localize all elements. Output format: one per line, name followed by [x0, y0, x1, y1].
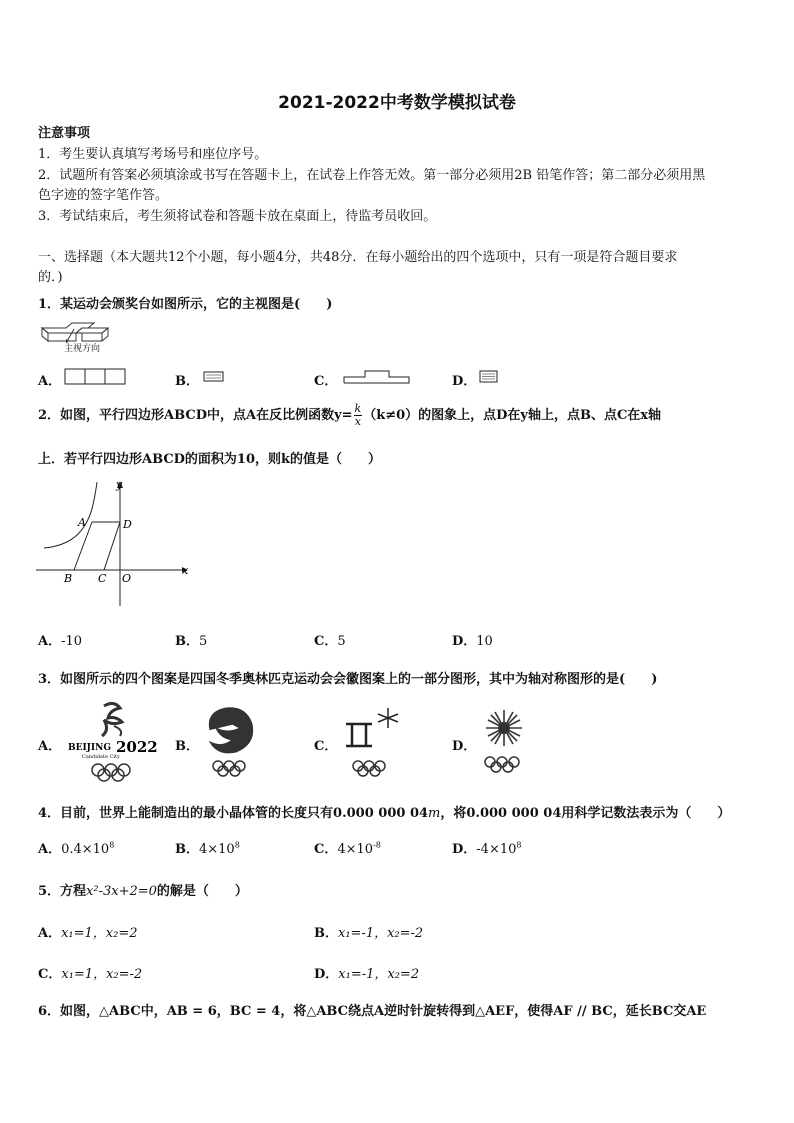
- q4-stem-part1: 4．目前，世界上能制造出的最小晶体管的长度只有0.000 000 04: [38, 806, 429, 821]
- q1-figure-caption: 主视方向: [64, 344, 101, 354]
- olympic-rings-icon: [485, 757, 519, 772]
- notice-heading: 注意事项: [38, 126, 91, 141]
- olympic-rings-icon: [92, 764, 130, 781]
- q4-option-d: D．$-4\times 10^8$: [452, 840, 522, 857]
- q1-option-d-figure: [479, 370, 499, 384]
- q1-option-c-figure: [343, 368, 411, 386]
- q2-label-a: A: [78, 516, 86, 529]
- q1-option-c-label: C．: [314, 374, 338, 389]
- q3-option-b-label: B．: [175, 739, 199, 754]
- q2-label-c: C: [98, 572, 107, 585]
- q3-option-a-label: A．: [38, 739, 62, 754]
- q1-option-b-label: B．: [175, 374, 199, 389]
- q5-option-c: C．x₁=1，x₂=-2: [38, 967, 143, 982]
- q5-option-d: D．x₁=-1，x₂=2: [314, 967, 420, 982]
- q5-equation: x²-3x+2=0: [86, 884, 157, 899]
- q2-stem-part2: （k≠0）的图象上，点D在y轴上，点B、点C在x轴: [363, 408, 662, 423]
- section1-line1: 一、选择题（本大题共12个小题，每小题4分，共48分．在每小题给出的四个选项中，只有一项是符合题目要求: [38, 250, 678, 265]
- q2-label-x: x: [182, 564, 189, 577]
- olympic-rings-icon: [353, 761, 385, 776]
- q5-stem: [38, 880, 248, 899]
- q2-option-a: A．-10: [38, 634, 83, 649]
- q5-option-b: B．x₁=-1，x₂=-2: [314, 926, 424, 941]
- q2-stem-line1: [38, 403, 661, 428]
- notice-item-2-cont: 色字迹的签字笔作答。: [38, 188, 169, 203]
- q1-stem: 1．某运动会颁奖台如图所示，它的主视图是( ): [38, 297, 333, 312]
- q3-stem: 3．如图所示的四个图案是四国冬季奥林匹克运动会会徽图案上的一部分图形，其中为轴对称图形的是( ): [38, 672, 658, 687]
- q2-option-b: B．5: [175, 634, 208, 649]
- notice-item-2: 2．试题所有答案必须填涂或书写在答题卡上，在试卷上作答无效。第一部分必须用2B 铅笔作答；第二部分必须用黑: [38, 168, 706, 183]
- section1-line2: 的．): [38, 270, 63, 285]
- q2-label-o: O: [122, 572, 132, 585]
- q1-option-d-label: D．: [452, 374, 477, 389]
- q4-option-b: B．$4\times 10^8$: [175, 840, 240, 857]
- q2-stem-line2: 上．若平行四边形ABCD的面积为10，则k的值是（ ）: [38, 452, 382, 467]
- q2-stem-part1: 2．如图，平行四边形ABCD中，点A在反比例函数y=: [38, 408, 353, 423]
- q5-stem-part2: 的解是（ ）: [156, 884, 248, 899]
- q2-frac-den: x: [354, 415, 361, 428]
- notice-item-1: 1．考生要认真填写考场号和座位序号。: [38, 147, 268, 162]
- q5-stem-part1: 5．方程: [38, 884, 87, 899]
- olympic-rings-icon: [213, 761, 245, 776]
- q4-unit: m: [428, 806, 441, 821]
- q2-parallelogram-figure: [36, 476, 196, 610]
- q3-option-d-label: D．: [452, 739, 477, 754]
- q2-fraction: [354, 403, 363, 428]
- page-title: 2021-2022中考数学模拟试卷: [278, 93, 516, 113]
- q1-option-a-figure: [64, 368, 128, 386]
- notice-item-3: 3．考试结束后，考生须将试卷和答题卡放在桌面上，待监考员收回。: [38, 209, 437, 224]
- q2-frac-num: k: [354, 402, 362, 415]
- q4-stem-part2: ，将0.000 000 04用科学记数法表示为（ ）: [440, 806, 731, 821]
- q3-option-a-emblem: [64, 696, 164, 786]
- q2-label-b: B: [64, 572, 73, 585]
- q5-option-a: A．x₁=1，x₂=2: [38, 926, 138, 941]
- q4-option-a: A．$0.4\times 10^8$: [38, 840, 115, 857]
- q3-beijing-text: BEIJING: [68, 743, 112, 753]
- q2-option-c: C．5: [314, 634, 346, 649]
- q1-option-a-label: A．: [38, 374, 62, 389]
- q3-option-c-label: C．: [314, 739, 338, 754]
- q3-option-c-emblem: [340, 706, 410, 784]
- q6-stem: 6．如图，△ABC中，AB = 6，BC = 4，将△ABC绕点A逆时针旋转得到△AEF，使得AF // BC，延长BC交AE: [38, 1004, 707, 1019]
- q4-option-c: C．$4\times 10^{-8}$: [314, 840, 381, 857]
- q3-candidate-text: Candidate City: [82, 754, 120, 760]
- q2-option-d: D．10: [452, 634, 493, 649]
- q3-option-b-emblem: [200, 704, 260, 784]
- q1-option-b-figure: [203, 371, 225, 383]
- q3-option-d-emblem: [478, 708, 534, 784]
- q3-year-text: 2022: [116, 738, 158, 756]
- q4-stem: [38, 802, 730, 821]
- q2-label-y: y: [116, 478, 123, 491]
- q2-label-d: D: [123, 518, 132, 531]
